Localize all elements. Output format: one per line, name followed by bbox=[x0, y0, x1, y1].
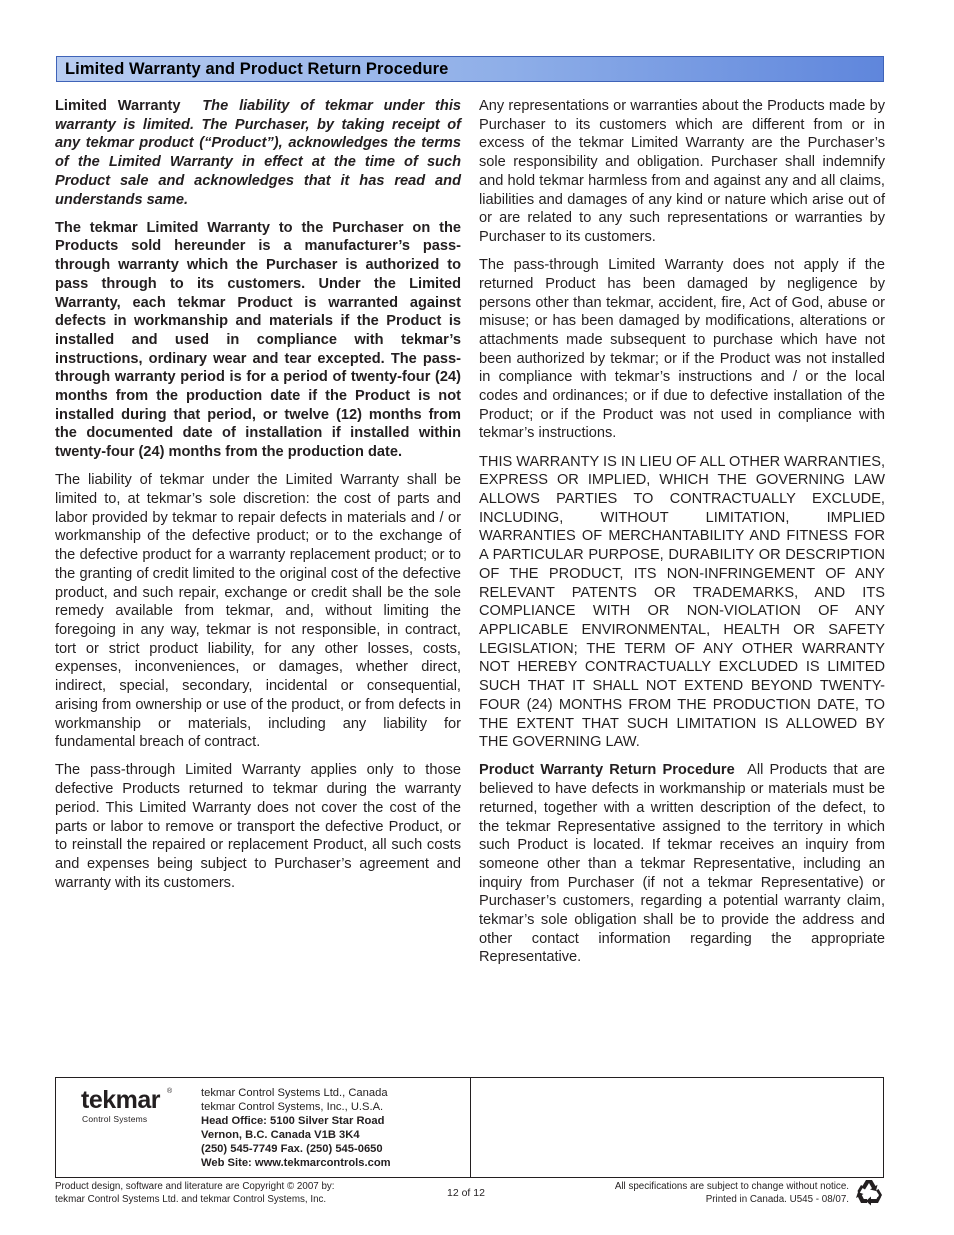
company-address bbox=[201, 1086, 391, 1170]
footer-box-divider bbox=[470, 1078, 471, 1177]
recycle-icon bbox=[855, 1177, 885, 1207]
right-column bbox=[479, 97, 885, 977]
copyright-notice bbox=[55, 1181, 335, 1206]
exclusions-paragraph: The pass-through Limited Warranty does not apply if the returned Product has been damaged by negligence by persons other than tekmar, accident, fire, Act of God, abuse or misuse; or has been damaged by modifications, alterations or attachments made subsequent to purchase which have not been authorized by tekmar; or if the Product was not installed in compliance with tekmar’s instructions and / or the local codes and ordinances; or if due to defective installation of the Product; or if the Product was not used in compliance with tekmar’s instructions. bbox=[479, 257, 885, 442]
company-usa: tekmar Control Systems, Inc., U.S.A. bbox=[201, 1101, 384, 1113]
head-office: Head Office: 5100 Silver Star Road bbox=[201, 1115, 385, 1127]
section-title-bar bbox=[56, 56, 884, 82]
limited-warranty-italic: The liability of tekmar under this warranty is limited. The Purchaser, by taking receipt of any tekmar product (“Product”), acknowledges the terms of the Limited Warranty in effect at the time of such Product sale and acknowledges that it has read and understands same. bbox=[55, 98, 461, 208]
limited-warranty-lead: Limited Warranty bbox=[55, 98, 181, 114]
logo-subtitle: Control Systems bbox=[82, 1114, 148, 1124]
website: Web Site: www.tekmarcontrols.com bbox=[201, 1157, 391, 1169]
registered-mark: ® bbox=[167, 1088, 173, 1095]
return-procedure-body: All Products that are believed to have defects in workmanship or materials must be returned, together with a written description of the defect, to the tekmar Representative assigned to the territory in which such Product is located. If tekmar receives an inquiry from someone other than a tekmar Representative, including an inquiry from Purchaser (if not a tekmar Representative) or Purchaser’s customers, regarding a potential warranty claim, tekmar’s sole obligation shall be to provide the address and other contact information regarding the appropriate Representative. bbox=[479, 762, 885, 966]
copyright-line-1: Product design, software and literature are Copyright © 2007 by: bbox=[55, 1181, 335, 1192]
pass-through-warranty-paragraph: The tekmar Limited Warranty to the Purchaser on the Products sold hereunder is a manufacturer’s pass-through warranty which the Purchaser is authorized to pass through to its customers. Under the Limited Warranty, each tekmar Product is warranted against defects in workmanship and materials if the Product is installed and used in compliance with tekmar’s instructions, ordinary wear and tear excepted. The pass-through warranty period is for a period of twenty-four (24) months from the production date if the Product is not installed during that period, or twelve (12) months from the documented date of installation if installed within twenty-four (24) months from the production date. bbox=[55, 219, 461, 461]
tekmar-logo bbox=[81, 1088, 181, 1128]
phone-fax: (250) 545-7749 Fax. (250) 545-0650 bbox=[201, 1143, 383, 1155]
left-column bbox=[55, 97, 461, 902]
return-procedure-lead: Product Warranty Return Procedure bbox=[479, 762, 735, 779]
specifications-notice bbox=[615, 1181, 849, 1206]
limited-warranty-intro bbox=[55, 97, 461, 209]
page-number: 12 of 12 bbox=[447, 1187, 485, 1199]
notice-line-2: Printed in Canada. U545 - 08/07. bbox=[705, 1193, 849, 1205]
company-canada: tekmar Control Systems Ltd., Canada bbox=[201, 1087, 388, 1099]
city: Vernon, B.C. Canada V1B 3K4 bbox=[201, 1129, 360, 1141]
company-info-box bbox=[55, 1077, 884, 1178]
logo-wordmark: tekmar bbox=[81, 1086, 160, 1114]
liability-paragraph: The liability of tekmar under the Limited Warranty shall be limited to, at tekmar’s sole discretion: the cost of parts and labor provided by tekmar to repair defects in materials and / or workmanship of the defective product; or to the exchange of the defective product for a warranty replacement product; or to the granting of credit limited to the original cost of the defective product, and such repair, exchange or credit shall be the sole remedy available from tekmar, and, without limiting the foregoing in any way, tekmar is not responsible, in contract, tort or strict product liability, for any other losses, costs, expenses, inconveniences, or damages, whether direct, indirect, special, secondary, incidental or consequential, arising from ownership or use of the product, or from defects in workmanship or materials, including any liability for fundamental breach of contract. bbox=[55, 472, 461, 751]
returned-products-paragraph: The pass-through Limited Warranty applies only to those defective Products returned to tekmar during the warranty period. This Limited Warranty does not cover the cost of the parts or labor to remove or transport the defective Product, or to reinstall the repaired or replacement Product, all such costs and expenses being subject to Purchaser’s agreement and warranty with its customers. bbox=[55, 762, 461, 891]
disclaimer-paragraph: THIS WARRANTY IS IN LIEU OF ALL OTHER WARRANTIES, EXPRESS OR IMPLIED, WHICH THE GOVERNING LAW ALLOWS PARTIES TO CONTRACTUALLY EXCLUDE, INCLUDING, WITHOUT LIMITATION, IMPLIED WARRANTIES OF MERCHANTABILITY AND FITNESS FOR A PARTICULAR PURPOSE, DURABILITY OR DESCRIPTION OF THE PRODUCT, ITS NON-INFRINGEMENT OF ANY RELEVANT PATENTS OR TRADEMARKS, AND ITS COMPLIANCE WITH OR NON-VIOLATION OF ANY APPLICABLE ENVIRONMENTAL, HEALTH OR SAFETY LEGISLATION; THE TERM OF ANY OTHER WARRANTY NOT HEREBY CONTRACTUALLY EXCLUDED IS LIMITED SUCH THAT IT SHALL NOT EXTEND BEYOND TWENTY-FOUR (24) MONTHS FROM THE PRODUCTION DATE, TO THE EXTENT THAT SUCH LIMITATION IS ALLOWED BY THE GOVERNING LAW. bbox=[479, 453, 885, 751]
copyright-line-2: tekmar Control Systems Ltd. and tekmar Control Systems, Inc. bbox=[55, 1193, 327, 1205]
notice-line-1: All specifications are subject to change without notice. bbox=[614, 1181, 849, 1192]
return-procedure-paragraph bbox=[479, 761, 885, 967]
representations-paragraph: Any representations or warranties about the Products made by Purchaser to its customers which are different from or in excess of the tekmar Limited Warranty are the Purchaser’s sole responsibility and obligation. Purchaser shall indemnify and hold tekmar harmless from and against any and all claims, liabilities and damages of any kind or nature which arise out of or are related to any such representations or warranties by Purchaser to its customers. bbox=[479, 98, 885, 245]
page-title: Limited Warranty and Product Return Procedure bbox=[65, 59, 449, 78]
